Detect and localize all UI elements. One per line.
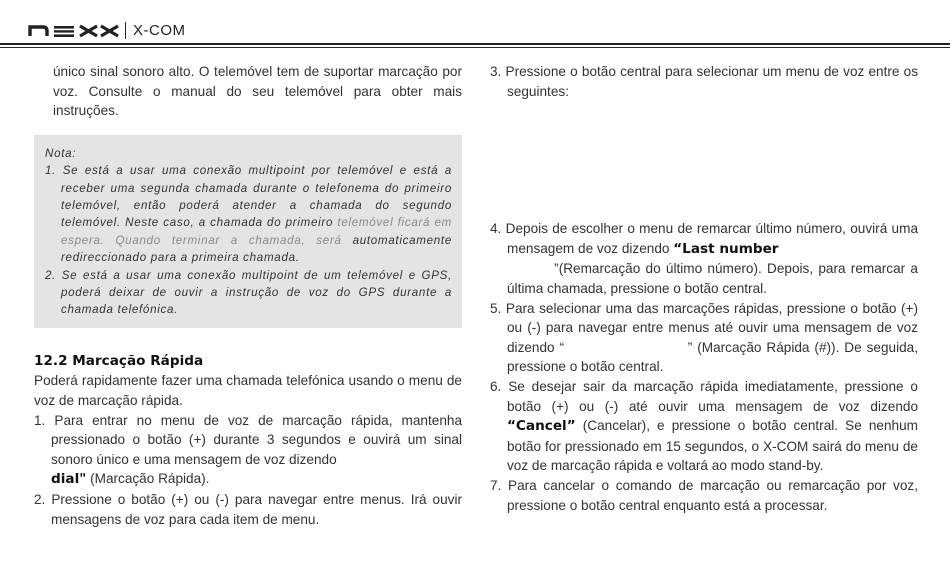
step-4 (490, 219, 918, 298)
step-6-number: 6. (490, 378, 502, 394)
note-item-2 (45, 267, 452, 319)
step-1-number: 1. (34, 412, 46, 428)
brand-title: X-COM (133, 22, 186, 39)
note-item-1-faded-text: telemóvel ficará em espera. Quando terminar a chamada, será (61, 216, 452, 247)
step-3-text: Pressione o botão central para selecionar um menu de voz entre os seguintes: (505, 64, 919, 99)
step-4-text: Depois de escolher o menu de remarcar último número, ouvirá uma mensagem de voz dizendo (505, 221, 919, 256)
step-5-text: Para selecionar uma das marcações rápidas, pressione o botão (+) ou (-) para navegar entre menus até ouvir uma mensagem de voz dizendo “ (505, 300, 918, 355)
header-rule-thick (0, 43, 950, 45)
section-intro: Poderá rapidamente fazer uma chamada telefónica usando o menu de voz de marcação rápida. (34, 373, 462, 409)
step-5 (490, 299, 918, 377)
header-rule-thin (0, 47, 950, 48)
step-6-text: Se desejar sair da marcação rápida imediatamente, pressione o botão (+) ou (-) até ouvir uma mensagem de voz dizendo (507, 378, 918, 414)
step-2-number: 2. (34, 492, 46, 507)
step-1-after: (Marcação Rápida). (90, 471, 210, 487)
step-6-after: (Cancelar), e pressione o botão central. Se nenhum botão for pressionado em 15 segundos, o X-COM sairá do menu de voz de marcação rápida e voltará ao modo stand-by. (507, 418, 918, 474)
step-4-number: 4. (490, 221, 502, 237)
left-column (34, 62, 462, 529)
intro-paragraph: único sinal sonoro alto. O telemóvel tem de suportar marcação por voz. Consulte o manual do seu telemóvel para obter mais instruções. (53, 64, 462, 119)
step-4-after: ”(Remarcação do último número). Depois, para remarcar a última chamada, pressione o botão central. (507, 261, 918, 296)
note-item-2-text: Se está a usar uma conexão multipoint de um telemóvel e GPS, poderá deixar de ouvir a instrução de voz do GPS durante a chamada telefónica. (61, 268, 453, 317)
step-1-text: Para entrar no menu de voz de marcação rápida, mantenha pressionado o botão (+) durante 3 segundos e ouvirá um sinal sonoro único e uma mensagem de voz dizendo (51, 412, 463, 467)
step-5-number: 5. (490, 300, 502, 316)
section-title: 12.2 Marcação Rápida (34, 352, 204, 369)
step-1-bold: dial" (51, 471, 87, 488)
step-4-bold: “Last number (673, 240, 779, 257)
right-column (490, 62, 918, 515)
note-box (34, 135, 462, 328)
step-7 (490, 476, 918, 515)
step-1 (34, 411, 462, 490)
page-header (0, 0, 950, 48)
step-3-number: 3. (490, 64, 502, 79)
step-6 (490, 377, 918, 476)
step-5-after: ” (Marcação Rápida (#)). De seguida, pressione o botão central. (507, 339, 919, 375)
note-heading: Nota: (45, 146, 77, 160)
nexx-logo (28, 24, 120, 38)
step-2 (34, 490, 462, 529)
step-7-number: 7. (490, 477, 502, 493)
header-separator (125, 22, 126, 39)
step-2-text: Pressione o botão (+) ou (-) para navegar entre menus. Irá ouvir mensagens de voz para cada item de menu. (51, 492, 462, 527)
step-6-bold: “Cancel” (507, 418, 576, 435)
note-item-1 (45, 162, 452, 266)
note-item-1-number: 1. (45, 164, 57, 178)
blank-space (490, 101, 918, 219)
note-item-2-number: 2. (45, 268, 57, 282)
step-7-text: Para cancelar o comando de marcação ou remarcação por voz, pressione o botão central enquanto está a processar. (507, 477, 918, 513)
step-3 (490, 62, 918, 101)
note-item-1-text: Se está a usar uma conexão multipoint por telemóvel e está a receber uma segunda chamada durante o telefonema do primeiro telemóvel, então poderá atender a chamada do segundo telemóvel. Neste caso, a chamada do primeiro (61, 164, 453, 230)
note-item-1-end-text: automaticamente redireccionado para a primeira chamada. (61, 233, 452, 265)
